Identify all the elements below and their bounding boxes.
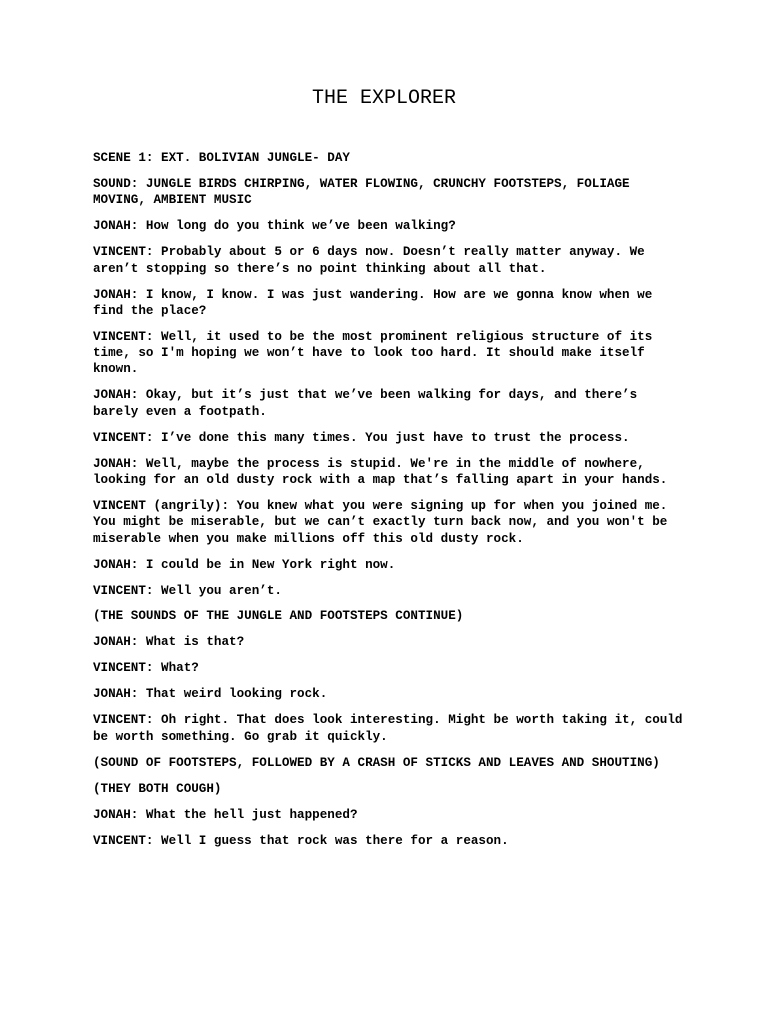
script-line: JONAH: That weird looking rock. [93,687,328,702]
script-line: JONAH: I know, I know. I was just wandering. How are we gonna know when we find the place? [93,287,653,318]
script-line: VINCENT: Oh right. That does look interesting. Might be worth taking it, could be worth something. Go grab it quickly. [93,713,683,744]
script-line: JONAH: How long do you think we’ve been walking? [93,219,456,234]
script-line: (SOUND OF FOOTSTEPS, FOLLOWED BY A CRASH OF STICKS AND LEAVES AND SHOUTING) [93,755,660,770]
script-line: VINCENT: Probably about 5 or 6 days now. Doesn’t really matter anyway. We aren’t stopping so there’s no point thinking about all that. [93,245,645,276]
script-line: SOUND: JUNGLE BIRDS CHIRPING, WATER FLOWING, CRUNCHY FOOTSTEPS, FOLIAGE MOVING, AMBIENT MUSIC [93,176,630,208]
page-title: THE EXPLORER [311,87,457,110]
script-line: JONAH: What is that? [93,635,245,650]
script-body [93,150,683,859]
script-line: JONAH: Well, maybe the process is stupid. We're in the middle of nowhere, looking for an old dusty rock with a map that’s falling apart in your hands. [93,456,668,487]
script-line: VINCENT: I’ve done this many times. You just have to trust the process. [93,430,630,445]
script-line: VINCENT: Well you aren’t. [93,583,282,598]
script-line: (THE SOUNDS OF THE JUNGLE AND FOOTSTEPS CONTINUE) [93,609,464,624]
script-line: VINCENT (angrily): You knew what you were signing up for when you joined me. You might be miserable, but we can’t exactly turn back now, and you won't be miserable when you make millions off this old dusty rock. [93,498,668,546]
script-line: JONAH: What the hell just happened? [93,807,358,822]
script-line: VINCENT: Well, it used to be the most prominent religious structure of its time, so I'm hoping we won’t have to look too hard. It should make itself known. [93,329,653,377]
script-line: VINCENT: What? [93,661,199,676]
script-line: VINCENT: Well I guess that rock was there for a reason. [93,833,509,848]
script-line: JONAH: Okay, but it’s just that we’ve been walking for days, and there’s barely even a footpath. [93,388,638,419]
script-line: SCENE 1: EXT. BOLIVIAN JUNGLE- DAY [93,151,350,165]
script-line: JONAH: I could be in New York right now. [93,557,396,572]
script-line: (THEY BOTH COUGH) [93,781,222,796]
